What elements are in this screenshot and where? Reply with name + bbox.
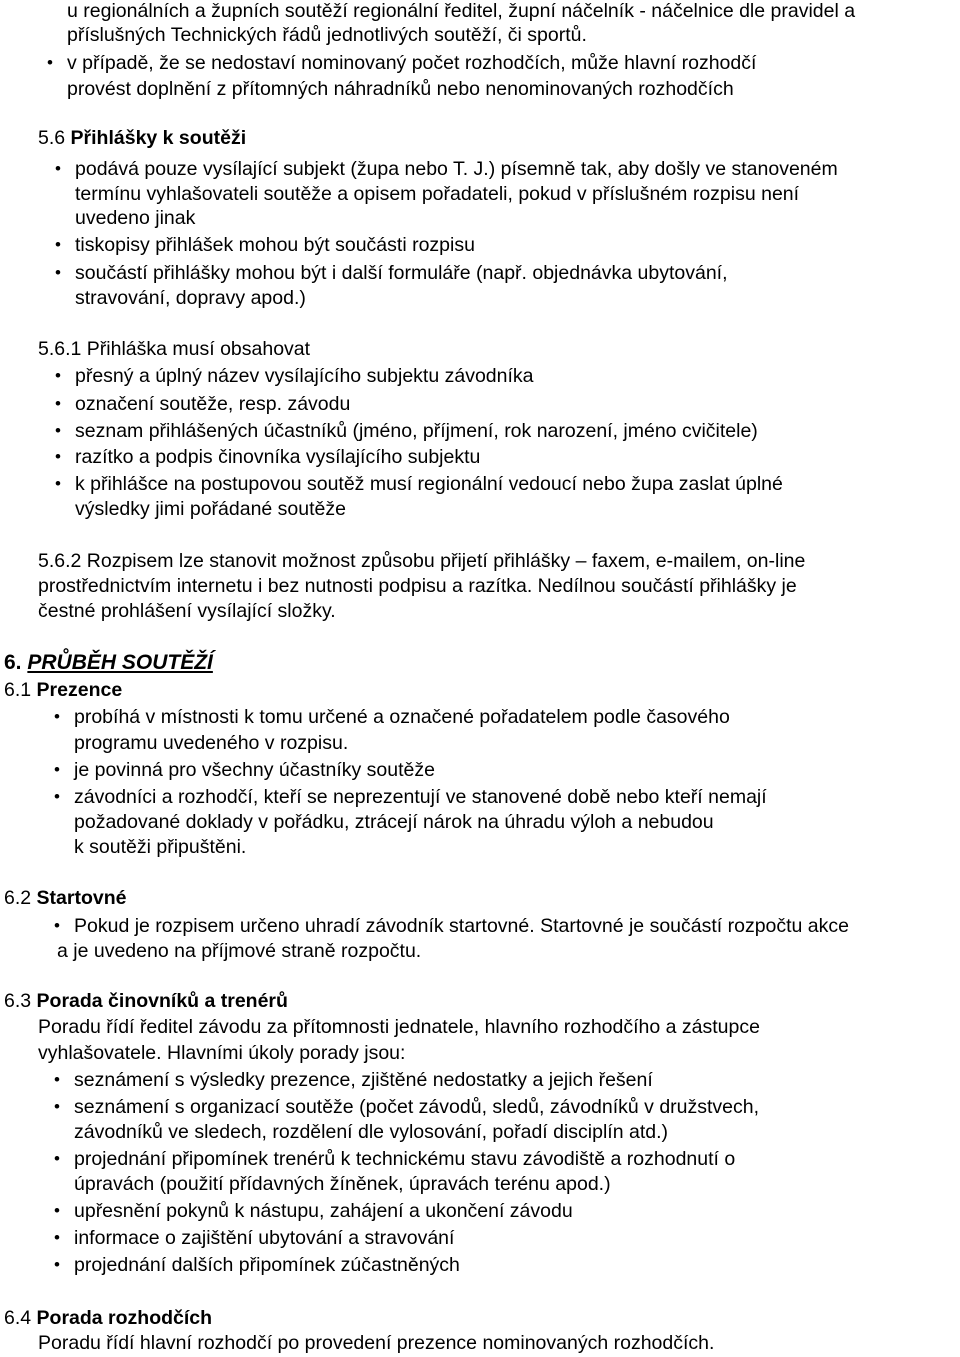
list-item: • Pokud je rozpisem určeno uhradí závodník startovné. Startovné je součástí rozpočtu akce: [74, 913, 849, 939]
section-5-6-heading: [38, 125, 246, 151]
chapter-6-heading: [4, 650, 213, 676]
section-number: 6.2: [4, 887, 32, 909]
section-number: 6.3: [4, 990, 32, 1012]
list-item: • přesný a úplný název vysílajícího subjektu závodníka: [75, 363, 534, 389]
list-item-cont: uvedeno jinak: [75, 207, 196, 229]
list-item-cont: závodníků ve sledech, rozdělení dle vylosování, pořadí disciplín atd.): [74, 1121, 669, 1143]
list-item: • k přihlášce na postupovou soutěž musí regionální vedoucí nebo župa zaslat úplné: [75, 471, 783, 497]
list-item-cont: požadované doklady v pořádku, ztrácejí nárok na úhradu výloh a nebudou: [74, 811, 714, 833]
section-6-4-heading: [4, 1305, 212, 1331]
chapter-number: 6.: [4, 651, 22, 674]
section-5-6-2-line-1: 5.6.2 Rozpisem lze stanovit možnost způsobu přijetí přihlášky – faxem, e-mailem, on-line: [38, 550, 806, 572]
list-item: • projednání dalších připomínek zúčastněných: [74, 1252, 460, 1278]
intro-line-1: u regionálních a župních soutěží regionální ředitel, župní náčelník - náčelnice dle pravidel a: [67, 0, 856, 22]
section-title: Porada činovníků a trenérů: [36, 990, 288, 1012]
list-item: • je povinná pro všechny účastníky soutěže: [74, 757, 435, 783]
list-item-cont: termínu vyhlašovateli soutěže a opisem pořadateli, pokud v příslušném rozpisu není: [75, 183, 800, 205]
list-item-cont: stravování, dopravy apod.): [75, 287, 306, 309]
list-item: • probíhá v místnosti k tomu určené a označené pořadatelem podle časového: [74, 704, 730, 730]
section-title: Prezence: [36, 679, 123, 701]
section-6-2-heading: [4, 885, 126, 911]
list-item: • seznámení s organizací soutěže (počet závodů, sledů, závodníků v družstvech,: [74, 1094, 759, 1120]
section-5-6-2-line-2: prostřednictvím internetu i bez nutnosti podpisu a razítka. Nedílnou součástí přihlášky je: [38, 575, 797, 597]
list-item-cont: a je uvedeno na příjmové straně rozpočtu.: [57, 940, 422, 962]
section-6-1-heading: [4, 677, 122, 703]
section-6-3-heading: [4, 988, 288, 1014]
intro-line-2: příslušných Technických řádů jednotlivých soutěží, či sportů.: [67, 24, 587, 46]
list-item-cont: výsledky jimi pořádané soutěže: [75, 498, 346, 520]
intro-bullet-1a: • v případě, že se nedostaví nominovaný počet rozhodčích, může hlavní rozhodčí: [67, 50, 756, 76]
section-5-6-2-line-3: čestné prohlášení vysílající složky.: [38, 600, 336, 622]
paragraph: Poradu řídí ředitel závodu za přítomnosti jednatele, hlavního rozhodčího a zástupce: [38, 1016, 760, 1038]
list-item: • tiskopisy přihlášek mohou být součásti rozpisu: [75, 232, 475, 258]
section-number: 5.6: [38, 127, 66, 149]
section-title: Porada rozhodčích: [36, 1307, 213, 1329]
list-item: • podává pouze vysílající subjekt (župa nebo T. J.) písemně tak, aby došly ve stanoveném: [75, 156, 838, 182]
chapter-title: PRŮBĚH SOUTĚŽÍ: [27, 651, 213, 674]
section-number: 6.1: [4, 679, 32, 701]
section-5-6-1-heading: 5.6.1 Přihláška musí obsahovat: [38, 338, 311, 360]
list-item-cont: programu uvedeného v rozpisu.: [74, 732, 349, 754]
paragraph: vyhlašovatele. Hlavními úkoly porady jsou:: [38, 1042, 406, 1064]
section-title: Přihlášky k soutěži: [70, 127, 247, 149]
section-number: 6.4: [4, 1307, 32, 1329]
section-title: Startovné: [36, 887, 127, 909]
list-item: • informace o zajištění ubytování a stravování: [74, 1225, 454, 1251]
list-item: • označení soutěže, resp. závodu: [75, 391, 350, 417]
list-item-cont: k soutěži připuštěni.: [74, 836, 247, 858]
list-item: • seznámení s výsledky prezence, zjištěné nedostatky a jejich řešení: [74, 1067, 653, 1093]
list-item-cont: úpravách (použití přídavných žíněnek, úpravách terénu apod.): [74, 1173, 611, 1195]
list-item: • projednání připomínek trenérů k technickému stavu závodiště a rozhodnutí o: [74, 1146, 735, 1172]
intro-bullet-1b: provést doplnění z přítomných náhradníků nebo nenominovaných rozhodčích: [67, 78, 734, 100]
list-item: • součástí přihlášky mohou být i další formuláře (např. objednávka ubytování,: [75, 260, 728, 286]
list-item: • seznam přihlášených účastníků (jméno, příjmení, rok narození, jméno cvičitele): [75, 418, 758, 444]
paragraph: Poradu řídí hlavní rozhodčí po provedení prezence nominovaných rozhodčích.: [38, 1332, 715, 1354]
list-item: • závodníci a rozhodčí, kteří se neprezentují ve stanovené době nebo kteří nemají: [74, 784, 767, 810]
list-item: • razítko a podpis činovníka vysílajícího subjektu: [75, 444, 480, 470]
list-item: • upřesnění pokynů k nástupu, zahájení a ukončení závodu: [74, 1198, 573, 1224]
